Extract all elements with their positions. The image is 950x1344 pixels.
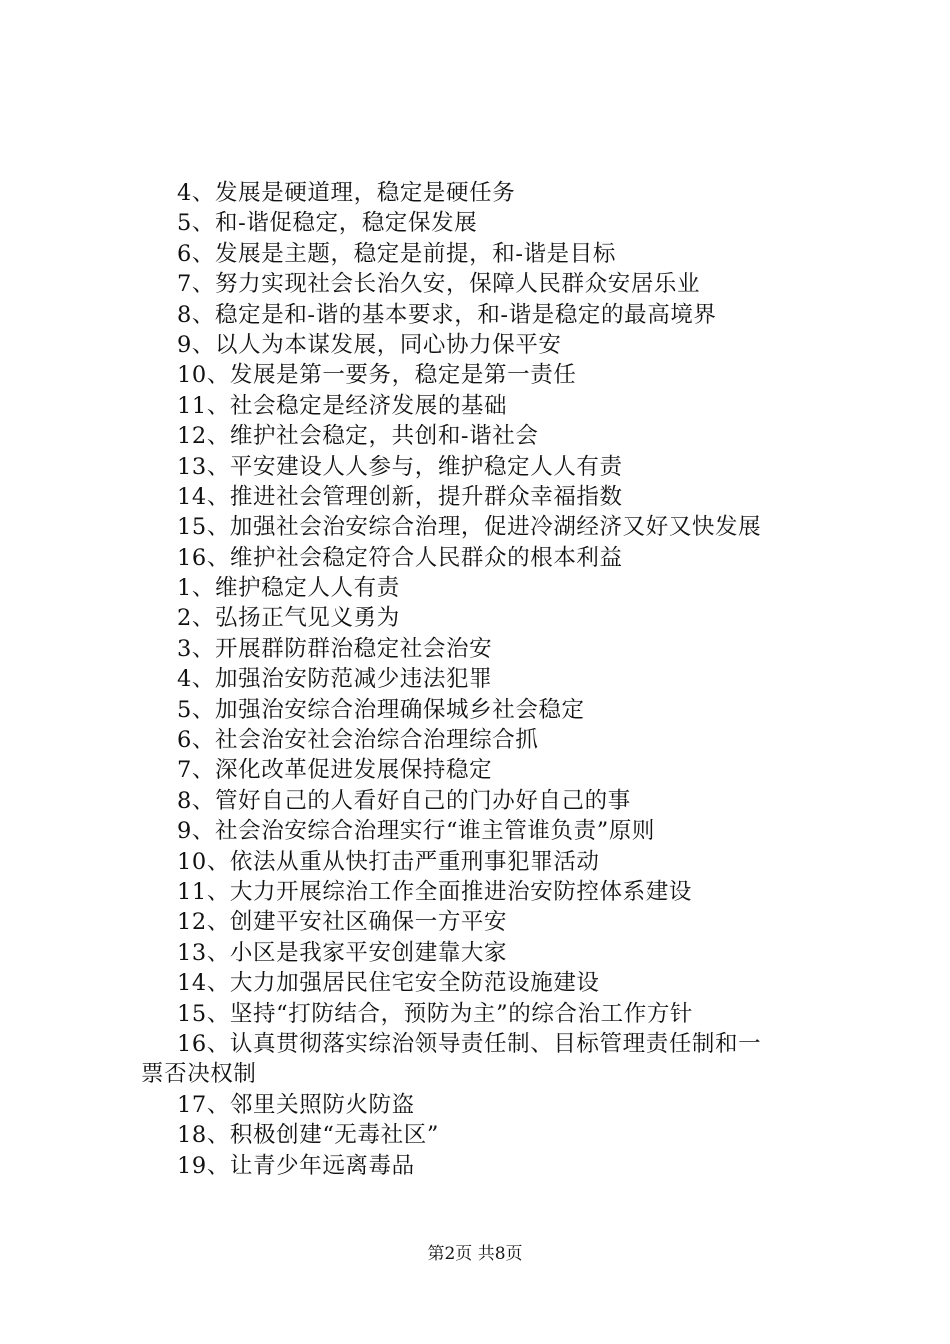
slogan-list bbox=[141, 178, 841, 1181]
list-item: 3、开展群防群治稳定社会治安 bbox=[177, 635, 493, 662]
list-item: 8、管好自己的人看好自己的门办好自己的事 bbox=[177, 787, 631, 814]
list-item: 12、维护社会稳定，共创和-谐社会 bbox=[177, 423, 539, 450]
list-item: 7、努力实现社会长治久安，保障人民群众安居乐业 bbox=[177, 271, 701, 298]
list-item: 13、平安建设人人参与，维护稳定人人有责 bbox=[177, 453, 623, 480]
list-item: 15、加强社会治安综合治理，促进冷湖经济又好又快发展 bbox=[177, 514, 762, 541]
list-item: 11、大力开展综治工作全面推进治安防控体系建设 bbox=[177, 878, 692, 905]
list-item: 5、加强治安综合治理确保城乡社会稳定 bbox=[177, 696, 585, 723]
list-item: 12、创建平安社区确保一方平安 bbox=[177, 909, 508, 936]
list-item: 4、加强治安防范减少违法犯罪 bbox=[177, 666, 493, 693]
list-item: 17、邻里关照防火防盗 bbox=[177, 1091, 415, 1118]
list-item: 15、坚持“打防结合，预防为主”的综合治工作方针 bbox=[177, 1000, 694, 1027]
list-item: 18、积极创建“无毒社区” bbox=[177, 1122, 439, 1149]
list-item: 10、依法从重从快打击严重刑事犯罪活动 bbox=[177, 848, 600, 875]
list-item: 6、社会治安社会治综合治理综合抓 bbox=[177, 727, 539, 754]
list-item: 10、发展是第一要务，稳定是第一责任 bbox=[177, 362, 577, 389]
list-item: 8、稳定是和-谐的基本要求，和-谐是稳定的最高境界 bbox=[177, 301, 717, 328]
list-item: 5、和-谐促稳定，稳定保发展 bbox=[177, 210, 478, 237]
list-item: 4、发展是硬道理，稳定是硬任务 bbox=[177, 180, 516, 206]
list-item: 9、社会治安综合治理实行“谁主管谁负责”原则 bbox=[177, 818, 656, 845]
list-item: 7、深化改革促进发展保持稳定 bbox=[177, 757, 493, 784]
list-item: 16、认真贯彻落实综治领导责任制、目标管理责任制和一 bbox=[177, 1030, 762, 1057]
list-item: 2、弘扬正气见义勇为 bbox=[177, 605, 400, 632]
list-item: 9、以人为本谋发展，同心协力保平安 bbox=[177, 331, 562, 358]
list-item: 6、发展是主题，稳定是前提，和-谐是目标 bbox=[177, 240, 616, 267]
page-footer: 第2页 共8页 bbox=[427, 1244, 523, 1264]
list-item: 1、维护稳定人人有责 bbox=[177, 575, 400, 602]
list-item: 14、大力加强居民住宅安全防范设施建设 bbox=[177, 970, 600, 997]
list-item: 11、社会稳定是经济发展的基础 bbox=[177, 392, 508, 419]
list-item: 16、维护社会稳定符合人民群众的根本利益 bbox=[177, 544, 623, 571]
list-item: 13、小区是我家平安创建靠大家 bbox=[177, 939, 508, 966]
list-item-continuation: 票否决权制 bbox=[141, 1061, 257, 1088]
list-item: 19、让青少年远离毒品 bbox=[177, 1152, 415, 1179]
list-item: 14、推进社会管理创新，提升群众幸福指数 bbox=[177, 483, 623, 510]
